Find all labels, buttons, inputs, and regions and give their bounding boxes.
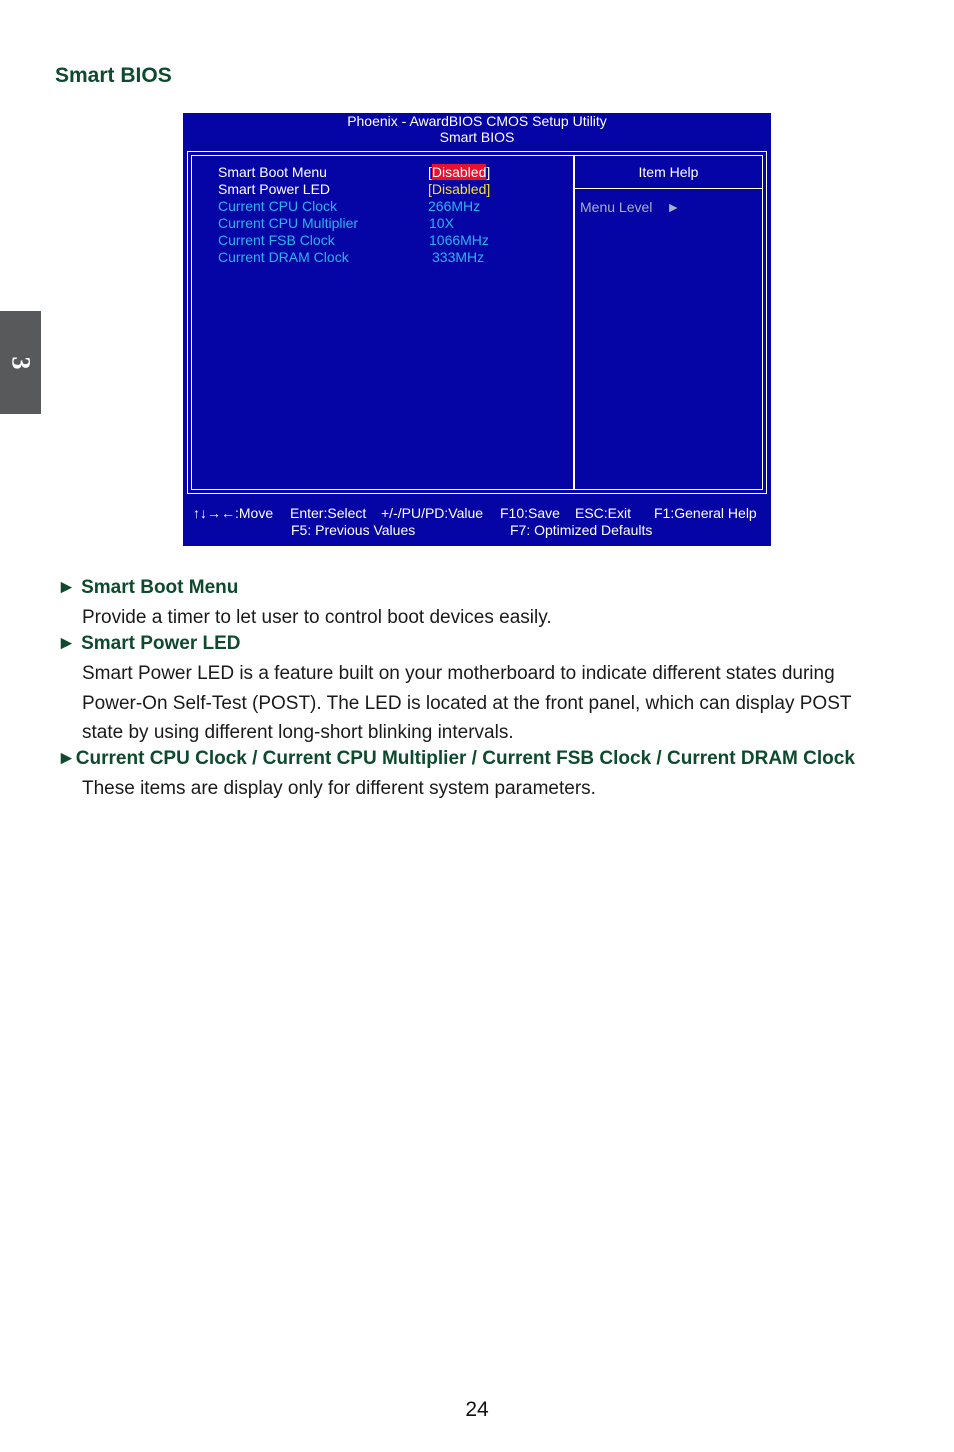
bios-item-current-dram-clock	[218, 249, 568, 266]
bios-item-value: 10X	[429, 215, 454, 231]
bios-item-value: 266MHz	[428, 198, 481, 214]
key-hint-move: ↑↓→←:Move	[193, 505, 274, 521]
help-panel-divider	[573, 156, 575, 489]
desc-heading-smart-boot-menu: ► Smart Boot Menu	[57, 577, 239, 598]
menu-level-arrow-icon: ►	[666, 199, 681, 215]
bios-frame-inner	[191, 155, 763, 490]
page-number: 24	[465, 1398, 489, 1421]
key-hint-value: +/-/PU/PD:Value	[381, 505, 484, 521]
item-help-title: Item Help	[638, 164, 699, 180]
bios-utility-title: Phoenix - AwardBIOS CMOS Setup Utility	[347, 113, 607, 129]
bios-screenshot	[183, 113, 771, 546]
key-hint-select: Enter:Select	[290, 505, 367, 521]
desc-body-current-clocks: These items are display only for different system parameters.	[82, 778, 596, 799]
bios-item-label: Smart Power LED	[218, 181, 331, 197]
section-title: Smart BIOS	[55, 64, 172, 87]
key-hint-exit: ESC:Exit	[575, 505, 632, 521]
key-hint-general-help: F1:General Help	[654, 505, 757, 521]
bios-item-value: 333MHz	[432, 249, 485, 265]
menu-level-label: Menu Level	[580, 199, 653, 215]
bios-item-label: Current FSB Clock	[218, 232, 335, 248]
menu-level	[580, 199, 680, 215]
bios-item-smart-power-led[interactable]	[218, 181, 568, 198]
key-hint-save: F10:Save	[500, 505, 560, 521]
help-title-divider	[575, 188, 762, 189]
bios-item-smart-boot-menu[interactable]	[218, 164, 568, 181]
key-hint-optimized-defaults: F7: Optimized Defaults	[510, 522, 653, 538]
bios-page-title: Smart BIOS	[439, 129, 515, 145]
bios-item-current-cpu-clock	[218, 198, 568, 215]
bios-item-label: Current CPU Clock	[218, 198, 338, 214]
bios-item-value[interactable]	[428, 164, 490, 181]
desc-body-smart-power-led: Smart Power LED is a feature built on your motherboard to indicate different states during Power-On Self-Test (POST). The LED is located at the front panel, which can display POST state by using different long-short blinking intervals.	[82, 663, 852, 743]
bios-item-label: Current CPU Multiplier	[218, 215, 359, 231]
desc-heading-smart-power-led: ► Smart Power LED	[57, 633, 241, 654]
desc-heading-current-clocks: ►Current CPU Clock / Current CPU Multiplier / Current FSB Clock / Current DRAM Clock	[57, 748, 855, 769]
bios-frame	[187, 151, 767, 494]
bios-item-value[interactable]: [Disabled]	[428, 181, 491, 197]
chapter-tab	[0, 311, 41, 414]
bios-item-label: Smart Boot Menu	[218, 164, 327, 180]
bios-item-label: Current DRAM Clock	[218, 249, 349, 265]
chapter-number: 3	[6, 356, 36, 369]
bios-item-current-fsb-clock	[218, 232, 568, 249]
bios-item-value: 1066MHz	[429, 232, 489, 248]
bracket-close: ]	[486, 164, 491, 180]
selected-value-highlight[interactable]: Disabled	[431, 164, 487, 180]
help-divider-notch	[641, 184, 655, 188]
bios-item-current-cpu-multiplier	[218, 215, 568, 232]
key-hint-previous-values: F5: Previous Values	[291, 522, 416, 538]
bracket-open: [	[428, 164, 432, 180]
desc-body-smart-boot-menu: Provide a timer to let user to control boot devices easily.	[82, 607, 552, 628]
